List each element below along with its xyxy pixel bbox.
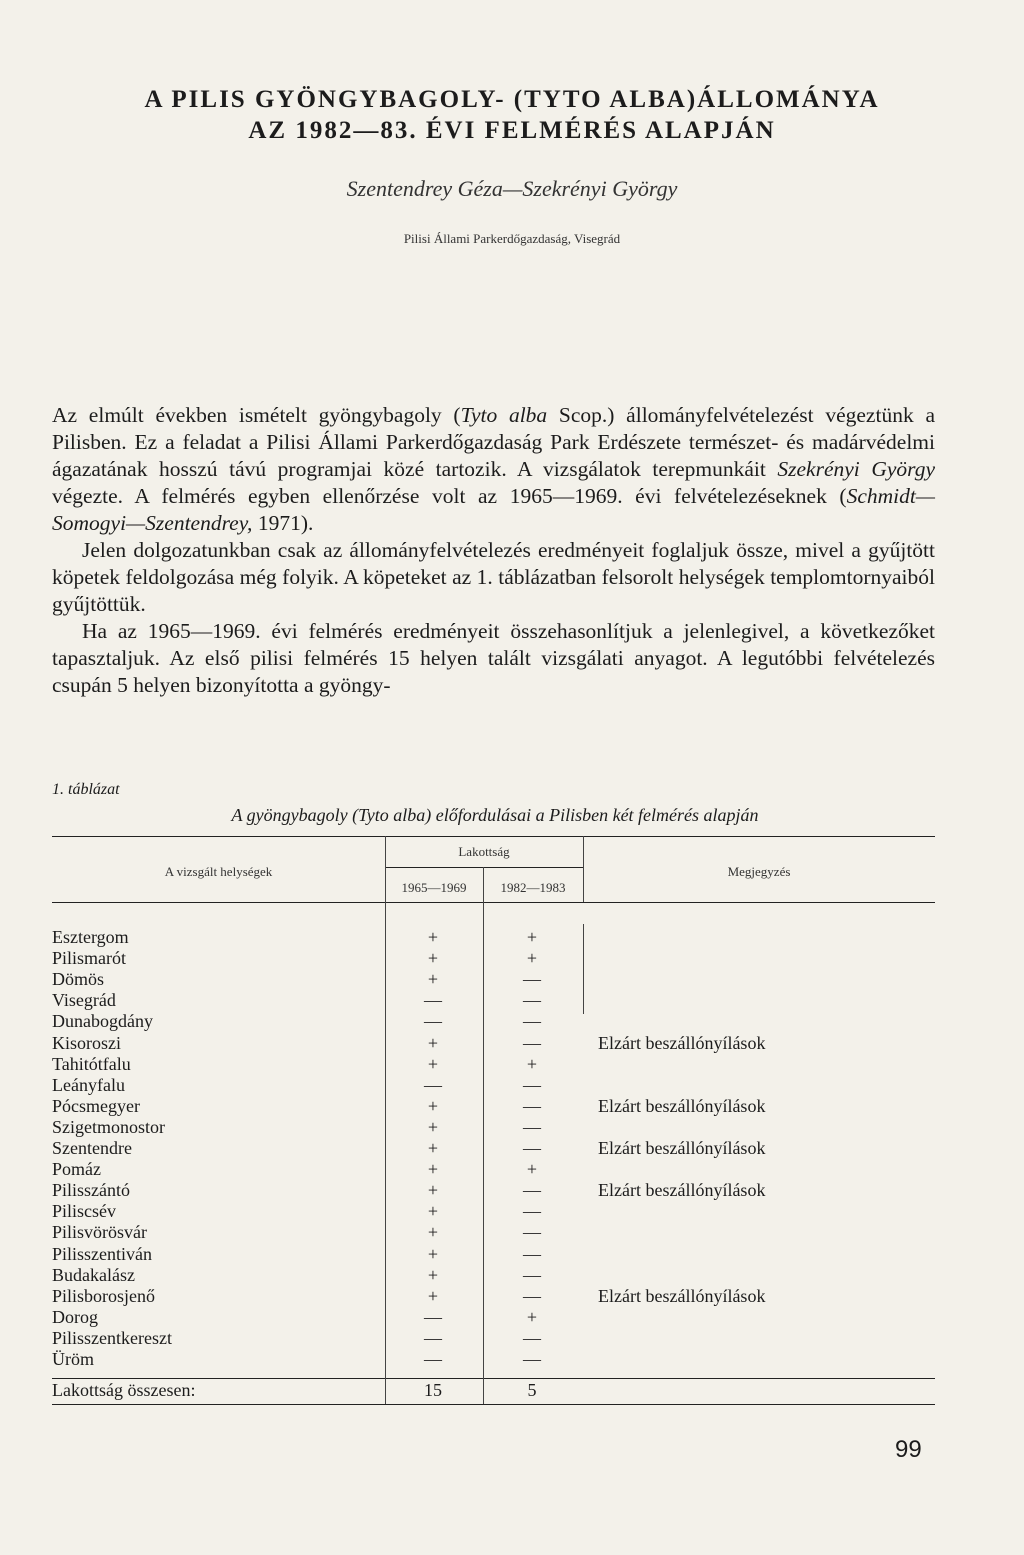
table-cell-1965: + <box>427 1222 439 1243</box>
table-row <box>52 1117 935 1138</box>
data-table <box>52 836 935 1406</box>
total-top-rule <box>52 1378 935 1379</box>
paragraph-1 <box>52 402 935 537</box>
table-row <box>52 1328 935 1349</box>
table-cell-1982: + <box>526 927 538 947</box>
table-cell-1982: + <box>526 1053 538 1074</box>
table-caption: A gyöngybagoly (Tyto alba) előfordulásai a Pilisben két felmérés alapján <box>231 805 759 825</box>
table-cell-note: Elzárt beszállónyílások <box>598 1095 766 1116</box>
table-top-rule <box>52 836 935 837</box>
table-cell-place: Pilisborosjenő <box>52 1285 156 1306</box>
p1-text-b: Scop.) állományfelvételezést végeztünk a Pilisben. Ez a feladat a Pilisi Állami Parkerdőgazdaság Park Erdészete természet- és madárvédelmi ágazatának hosszú távú programjai közé tartozik. A vizsgálatok terepmunkáit <box>52 403 935 481</box>
table-row <box>52 1075 935 1096</box>
table-number: 1. táblázat <box>52 781 120 798</box>
page-number: 99 <box>895 1436 922 1463</box>
table-cell-place: Tahitótfalu <box>52 1053 131 1074</box>
table-cell-1965: + <box>427 948 439 969</box>
total-col1: 15 <box>424 1380 442 1400</box>
citation-authors: Schmidt—Somogyi—Szentendrey, <box>52 484 935 535</box>
table-cell-place: Pilismarót <box>52 948 127 969</box>
table-cell-place: Budakalász <box>52 1264 135 1285</box>
table-cell-place: Visegrád <box>52 990 116 1011</box>
table-cell-1965: + <box>427 1243 439 1264</box>
table-cell-1982: — <box>523 990 541 1011</box>
table-cell-1982: — <box>523 1095 541 1116</box>
header-col2: 1982—1983 <box>500 880 566 895</box>
table-cell-1965: + <box>427 1095 439 1116</box>
table-row <box>52 969 935 990</box>
table-cell-place: Pomáz <box>52 1159 101 1180</box>
table-cell-place: Dorog <box>52 1306 98 1327</box>
table-cell-1982: — <box>523 1222 541 1243</box>
table-cell-1982: — <box>523 1349 541 1369</box>
table-cell-1982: — <box>523 1116 541 1137</box>
table-cell-place: Pilisszentkereszt <box>52 1327 172 1348</box>
table-cell-1965: + <box>427 1159 439 1180</box>
table-row <box>52 1201 935 1222</box>
table-cell-note: Elzárt beszállónyílások <box>598 1032 766 1053</box>
table-cell-1982: — <box>523 1074 541 1095</box>
table-cell-1965: — <box>424 1306 442 1327</box>
table-cell-1982: — <box>523 1285 541 1306</box>
table-cell-place: Dunabogdány <box>52 1011 153 1032</box>
table-row <box>52 1349 935 1370</box>
table-cell-place: Dömös <box>52 969 105 990</box>
total-row <box>52 1380 935 1401</box>
table-row <box>52 1222 935 1243</box>
table-cell-place: Pócsmegyer <box>52 1095 140 1116</box>
table-cell-1982: — <box>523 969 541 990</box>
header-col1: 1965—1969 <box>401 880 467 895</box>
header-lakottsag: Lakottság <box>458 844 510 859</box>
table-cell-place: Kisoroszi <box>52 1032 121 1053</box>
table-row <box>52 1286 935 1307</box>
table-cell-1965: + <box>427 969 439 990</box>
table-row <box>52 1033 935 1054</box>
table-cell-1982: + <box>526 1306 538 1327</box>
table-cell-1965: + <box>427 1138 439 1158</box>
p1-text-d: 1971). <box>252 511 314 535</box>
title-line-1: A PILIS GYÖNGYBAGOLY- (TYTO ALBA)ÁLLOMÁNYA <box>144 86 880 113</box>
table-cell-place: Piliscsév <box>52 1201 117 1222</box>
total-col2: 5 <box>527 1380 537 1400</box>
table-row <box>52 1159 935 1180</box>
table-cell-1965: — <box>424 1327 442 1348</box>
table-row <box>52 1265 935 1286</box>
table-cell-1982: — <box>523 1201 541 1222</box>
table-row <box>52 1244 935 1265</box>
table-cell-1982: — <box>523 1243 541 1264</box>
table-row <box>52 1307 935 1328</box>
total-label: Lakottság összesen: <box>52 1380 196 1400</box>
table-cell-place: Pilisvörösvár <box>52 1222 148 1243</box>
lakottsag-subrule <box>385 867 583 868</box>
table-cell-place: Pilisszántó <box>52 1180 131 1201</box>
affiliation: Pilisi Állami Parkerdőgazdaság, Visegrád <box>403 231 621 246</box>
table-row <box>52 990 935 1011</box>
table-cell-1982: + <box>526 1159 538 1180</box>
table-row <box>52 1054 935 1075</box>
table-row <box>52 1096 935 1117</box>
table-row <box>52 927 935 948</box>
table-cell-place: Esztergom <box>52 927 129 947</box>
table-cell-1965: — <box>424 1011 442 1032</box>
table-cell-1965: + <box>427 1201 439 1222</box>
authors: Szentendrey Géza—Szekrényi György <box>346 176 678 201</box>
title-line-2: AZ 1982—83. ÉVI FELMÉRÉS ALAPJÁN <box>248 117 776 144</box>
header-places: A vizsgált helységek <box>164 864 273 879</box>
table-cell-1965: + <box>427 1180 439 1201</box>
table-cell-1965: — <box>424 1349 442 1369</box>
table-cell-1982: — <box>523 1138 541 1158</box>
table-bottom-rule <box>52 1404 935 1405</box>
table-row <box>52 1011 935 1032</box>
table-cell-place: Szigetmonostor <box>52 1116 165 1137</box>
table-cell-place: Leányfalu <box>52 1074 125 1095</box>
table-row <box>52 1180 935 1201</box>
p1-text-c: végezte. A felmérés egyben ellenőrzése volt az 1965—1969. évi felvételezéseknek ( <box>52 484 847 508</box>
p1-text-a: Az elmúlt években ismételt gyöngybagoly ( <box>52 403 461 427</box>
species-name: Tyto alba <box>460 403 548 427</box>
table-cell-note: Elzárt beszállónyílások <box>598 1138 766 1158</box>
table-cell-1965: — <box>424 1074 442 1095</box>
table-cell-1965: + <box>427 1032 439 1053</box>
table-cell-place: Pilisszentiván <box>52 1243 152 1264</box>
table-cell-1965: + <box>427 927 439 947</box>
table-cell-place: Szentendre <box>52 1138 132 1158</box>
table-cell-1965: + <box>427 1285 439 1306</box>
body-text <box>52 402 935 699</box>
table-cell-note: Elzárt beszállónyílások <box>598 1285 766 1306</box>
table-cell-1982: — <box>523 1264 541 1285</box>
table-cell-1965: + <box>427 1116 439 1137</box>
paragraph-2: Jelen dolgozatunkban csak az állományfelvételezés eredményeit foglaljuk össze, mivel a gyűjtött köpetek feldolgozása még folyik. A köpeteket az 1. táblázatban felsorolt helységek templomtornyaiból gyűjtöttük. <box>52 538 935 616</box>
table-cell-1982: — <box>523 1327 541 1348</box>
table-cell-1965: + <box>427 1264 439 1285</box>
table-cell-place: Üröm <box>52 1349 94 1369</box>
person-name: Szekrényi György <box>777 457 935 481</box>
table-cell-1982: — <box>523 1180 541 1201</box>
table-row <box>52 948 935 969</box>
header-notes: Megjegyzés <box>727 864 791 879</box>
table-cell-1965: — <box>424 990 442 1011</box>
table-row <box>52 1138 935 1159</box>
table-cell-note: Elzárt beszállónyílások <box>598 1180 766 1201</box>
table-cell-1982: + <box>526 948 538 969</box>
table-cell-1982: — <box>523 1032 541 1053</box>
table-cell-1982: — <box>523 1011 541 1032</box>
table-cell-1965: + <box>427 1053 439 1074</box>
paragraph-3: Ha az 1965—1969. évi felmérés eredményeit összehasonlítjuk a jelenlegivel, a következőket tapasztaljuk. Az első pilisi felmérés 15 helyen talált vizsgálati anyagot. A legutóbbi felvételezés csupán 5 helyen bizonyította a gyöngy- <box>52 619 935 697</box>
header-bottom-rule <box>52 902 935 903</box>
